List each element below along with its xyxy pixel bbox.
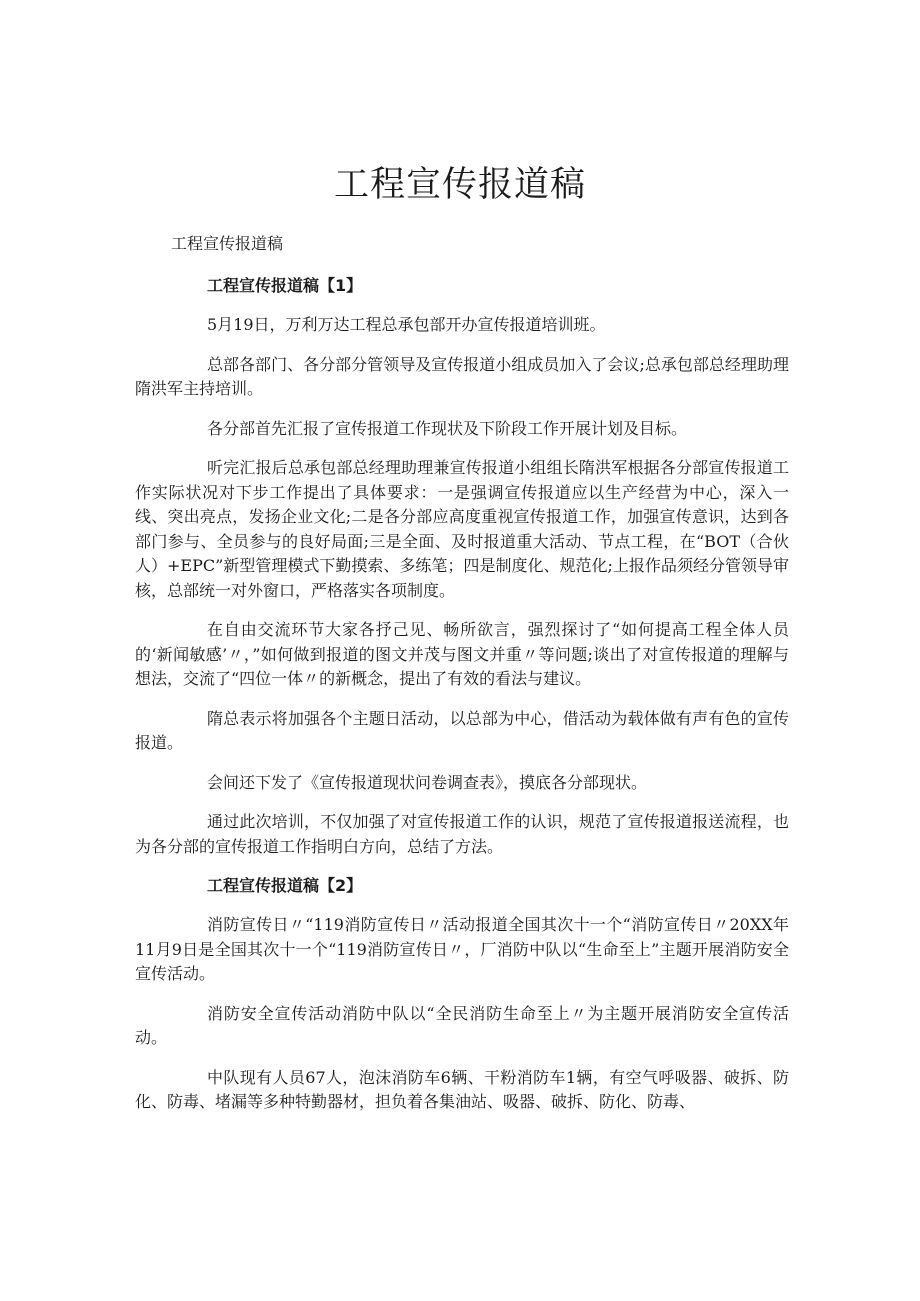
paragraph: 在自由交流环节大家各抒己见、畅所欲言，强烈探讨了“如何提高工程全体人员的‘新闻敏感’〃，”如何做到报道的图文并茂与图文并重〃等问题;谈出了对宣传报道的理解与想法，交流了“四位一体〃的新概念，提出了有效的看法与建议。 <box>135 620 789 688</box>
document-body <box>135 274 789 1130</box>
paragraph: 总部各部门、各分部分管领导及宣传报道小组成员加入了会议;总承包部总经理助理隋洪军主持培训。 <box>135 354 789 398</box>
paragraph: 中队现有人员67人，泡沫消防车6辆、干粉消防车1辆，有空气呼吸器、破拆、防化、防毒、堵漏等多种特勤器材，担负着各集油站、吸器、破拆、防化、防毒、 <box>135 1067 789 1111</box>
section-heading-2: 工程宣传报道稿【2】 <box>207 876 363 895</box>
document-title: 工程宣传报道稿 <box>333 165 586 205</box>
section-heading-1: 工程宣传报道稿【1】 <box>207 276 363 295</box>
paragraph: 5月19日，万利万达工程总承包部开办宣传报道培训班。 <box>207 315 606 334</box>
paragraph: 通过此次培训，不仅加强了对宣传报道工作的认识，规范了宣传报道报送流程，也为各分部的宣传报道工作指明白方向，总结了方法。 <box>135 812 789 856</box>
paragraph: 各分部首先汇报了宣传报道工作现状及下阶段工作开展计划及目标。 <box>207 418 688 438</box>
paragraph: 消防安全宣传活动消防中队以“全民消防生命至上〃为主题开展消防安全宣传活动。 <box>135 1003 789 1047</box>
paragraph: 会间还下发了《宣传报道现状问卷调查表》，摸底各分部现状。 <box>207 772 648 792</box>
paragraph: 消防宣传日〃“119消防宣传日〃活动报道全国其次十一个“消防宣传日〃20XX年11月9日是全国其次十一个“119消防宣传日〃，厂消防中队以“生命至上”主题开展消防安全宣传活动。 <box>135 915 789 983</box>
paragraph: 隋总表示将加强各个主题日活动，以总部为中心，借活动为载体做有声有色的宣传报道。 <box>135 708 789 752</box>
paragraph: 听完汇报后总承包部总经理助理兼宣传报道小组组长隋洪军根据各分部宣传报道工作实际状况对下步工作提出了具体要求：一是强调宣传报道应以生产经营为中心，深入一线、突出亮点，发扬企业文化;二是各分部应高度重视宣传报道工作，加强宣传意识，达到各部门参与、全员参与的良好局面;三是全面、及时报道重大活动、节点工程，在“BOT（合伙人）+EPC”新型管理模式下勤摸索、多练笔；四是制度化、规范化;上报作品须经分管领导审核，总部统一对外窗口，严格落实各项制度。 <box>135 458 789 600</box>
document-subtitle: 工程宣传报道稿 <box>171 234 284 253</box>
